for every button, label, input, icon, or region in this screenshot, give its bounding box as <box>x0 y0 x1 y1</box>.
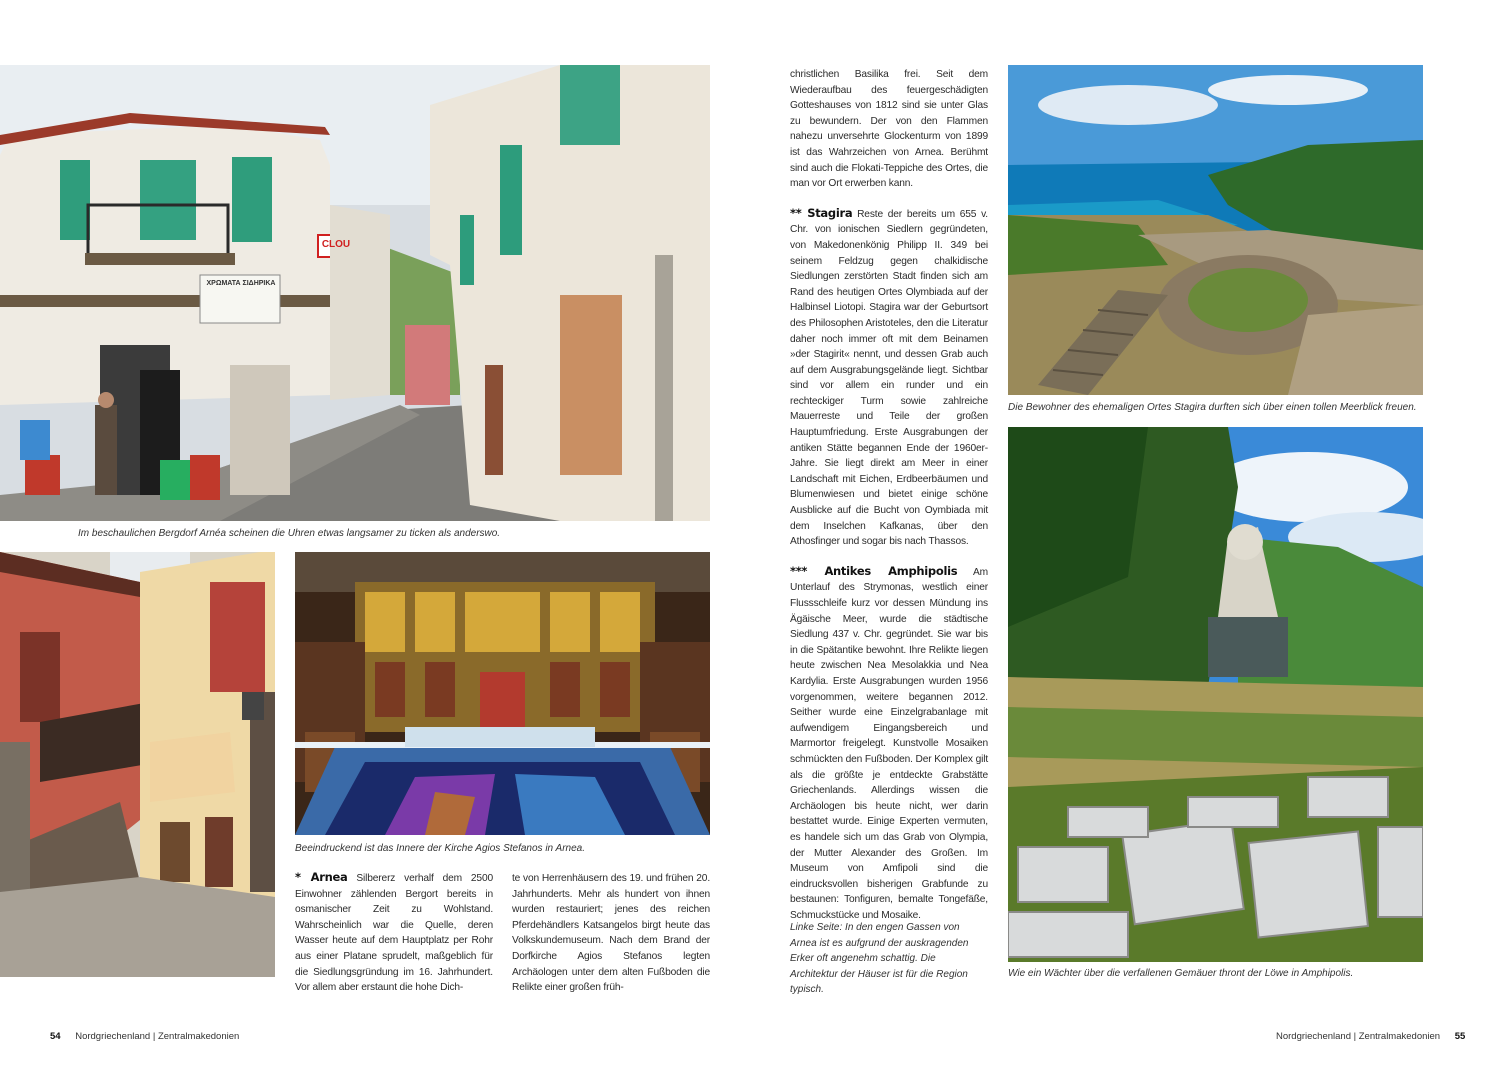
amphipolis-photo <box>1008 427 1423 962</box>
right-text-column <box>790 67 988 937</box>
stagira-text: Reste der bereits um 655 v. Chr. von ionischen Siedlern gegründeten, von Makedonenkönig Philipp II. 349 bei seinem Feldzug gegen chalkidische Siedlungen zerstörten Stadt finden sich am Rand des heutigen Ortes Olymbiada auf der Halbinsel Liotopi. Stagira war der Geburtsort des Philosophen Aristoteles, den die Literatur daher noch immer oft mit dem Beinamen »der Stagirit« nennt, und dessen Grab auch auf dem Ausgrabungsgelände liegt. Sichtbar sind vor allem ein runder und ein rechteckiger Turm sowie zahlreiche Mauerreste und Teile der großen Hauptumfriedung. Erste Ausgrabungen der antiken Stätte begannen Ende der 1960er-Jahre. Sie liegt direkt am Meer in einer Landschaft mit Eichen, Erdbeerbäumen und Blumenwiesen und bietet einige schöne Ausblicke auf die Bucht von Oymbiada mit dem Inselchen Kafkanas, über den Athosfinger und sogar bis nach Thassos. <box>790 208 988 548</box>
amphipolis-paragraph <box>790 564 988 924</box>
section-title-stagira: ** Stagira <box>790 205 853 220</box>
right-page-number: 55 <box>1454 1031 1466 1042</box>
caption-stagira: Die Bewohner des ehemaligen Ortes Stagira durften sich über einen tollen Meerblick freuen. <box>1008 402 1417 413</box>
caption-church: Beeindruckend ist das Innere der Kirche Agios Stefanos in Arnea. <box>295 843 585 854</box>
section-title-arnea: * Arnea <box>295 870 348 884</box>
clou-sign-text: CLOU <box>321 239 351 250</box>
left-running-title: Nordgriechenland | Zentralmakedonien <box>75 1031 240 1042</box>
church-interior-photo <box>295 552 710 835</box>
arnea-text-col1 <box>295 870 493 996</box>
shop-sign-text: ΧΡΩΜΑΤΑ ΣΙΔΗΡΙΚΑ <box>206 280 276 287</box>
caption-amphipolis: Wie ein Wächter über die verfallenen Gemäuer thront der Löwe in Amphipolis. <box>1008 968 1354 979</box>
left-page-number: 54 <box>50 1031 61 1042</box>
arnea-text-continued: christlichen Basilika frei. Seit dem Wiederaufbau des feuergeschädigten Gotteshauses von 1812 sind sie unter Glas zu bewundern. Der von den Flammen nahezu unversehrte Glockenturm von 1899 ist das Wahrzeichen von Arnea. Berühmt sind auch die Flokati-Teppiche des Ortes, die man vor Ort erwerben kann. <box>790 69 988 190</box>
arnea-street-photo <box>0 65 710 521</box>
caption-arnea: Im beschaulichen Bergdorf Arnéa scheinen die Uhren etwas langsamer zu ticken als anderswo. <box>78 528 501 539</box>
arnea-alley-photo <box>0 552 275 977</box>
right-folio <box>1276 1031 1465 1042</box>
stagira-paragraph <box>790 206 988 550</box>
section-title-amphipolis: *** Antikes Amphipolis <box>790 563 958 578</box>
right-running-title: Nordgriechenland | Zentralmakedonien <box>1276 1031 1441 1042</box>
amphipolis-text: Am Unterlauf des Strymonas, westlich einer Flussschleife kurz vor dessen Mündung ins Ägäische Meer, wurde die städtische Siedlung 437 v. Chr. gegründet. Sie war bis in die Spätantike bewohnt. Ihre Relikte liegen heute zwischen Nea Mesolakkia und Nea Kardylia. Erste Ausgrabungen wurden 1956 vorgenommen, weitere begannen 2012. Seither wurde eine Einzelgrabanlage mit aufwendigem Eingangsbereich und Marmortor freigelegt. Kunstvolle Mosaiken schmückten den Fußboden. Der Komplex gilt als die größte je entdeckte Grabstätte Griechenlands. Allerdings wissen die Archäologen bis heute nicht, wer darin bestattet wurde. Einige Experten vermuten, es handele sich um das Grab von Olympia, der Mutter Alexander des Großen. Im Museum von Amfipoli sind die eindrucksvollen bisherigen Grabfunde zu bestaunen: Tonfiguren, bemalte Tongefäße, Schmuckstücke und Mosaike. <box>790 566 988 921</box>
stagira-photo <box>1008 65 1423 395</box>
arnea-text-col2: te von Herrenhäusern des 19. und frühen 20. Jahrhunderts. Mehr als hundert von ihnen wurden restauriert; jenes des reichen Pferdehändlers Katsangelos birgt heute das Volkskundemuseum. Nach dem Brand der Dorfkirche Agios Stefanos legten Archäologen unter dem alten Fußboden die Relikte einer großen früh- <box>512 873 710 994</box>
left-folio <box>50 1031 239 1042</box>
arnea-text-a: Silbererz verhalf dem 2500 Einwohner zählenden Bergort bereits in osmanischer Zeit zu Wohlstand. Wahrscheinlich war die Quelle, deren Wasser heute auf dem Hauptplatz per Rohr aus einer Platane sprudelt, maßgeblich für die Siedlungsgründung im 16. Jahrhundert. Vor allem aber erstaunt die hohe Dich- <box>295 873 493 994</box>
caption-left-page: Linke Seite: In den engen Gassen von Arnea ist es aufgrund der auskragenden Erker oft angenehm schattig. Die Architektur der Häuser ist für die Region typisch. <box>790 922 969 995</box>
